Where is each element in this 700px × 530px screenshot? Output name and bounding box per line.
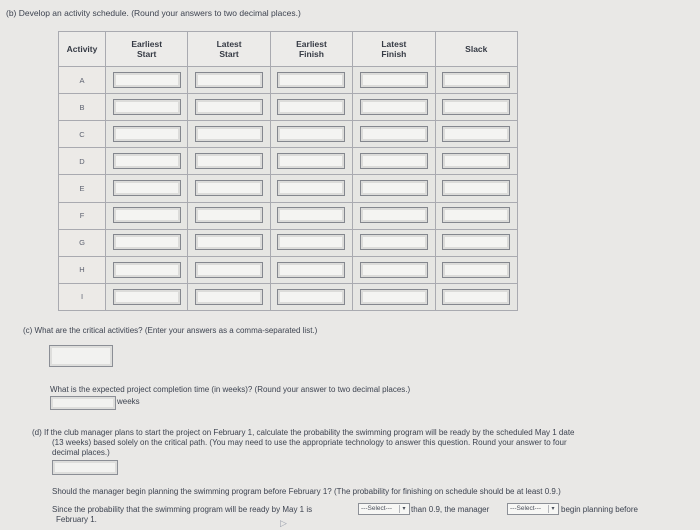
mouse-cursor-icon: ▷ bbox=[280, 518, 287, 528]
activity-label: E bbox=[59, 175, 106, 202]
table-cell bbox=[435, 175, 517, 202]
table-row bbox=[59, 283, 518, 310]
weeks-unit-label: weeks bbox=[117, 397, 140, 406]
table-cell bbox=[270, 202, 352, 229]
activity-label: I bbox=[59, 283, 106, 310]
latest-start-input[interactable] bbox=[195, 99, 263, 115]
completion-time-input[interactable] bbox=[50, 396, 116, 410]
earliest-start-input[interactable] bbox=[113, 289, 181, 305]
table-cell bbox=[106, 148, 188, 175]
table-cell bbox=[188, 67, 270, 94]
column-header-line: Start bbox=[137, 49, 157, 59]
table-cell bbox=[188, 121, 270, 148]
table-cell bbox=[188, 148, 270, 175]
earliest-start-input[interactable] bbox=[113, 153, 181, 169]
activity-label: D bbox=[59, 148, 106, 175]
table-cell bbox=[353, 229, 435, 256]
table-cell bbox=[188, 256, 270, 283]
table-cell bbox=[106, 229, 188, 256]
table-cell bbox=[106, 67, 188, 94]
activity-label: H bbox=[59, 256, 106, 283]
earliest-start-input[interactable] bbox=[113, 262, 181, 278]
table-cell bbox=[188, 202, 270, 229]
column-header-line: Latest bbox=[381, 39, 407, 49]
latest-finish-input[interactable] bbox=[360, 180, 428, 196]
earliest-start-input[interactable] bbox=[113, 180, 181, 196]
earliest-start-input[interactable] bbox=[113, 234, 181, 250]
table-row bbox=[59, 175, 518, 202]
table-cell bbox=[435, 283, 517, 310]
table-cell bbox=[353, 94, 435, 121]
earliest-finish-input[interactable] bbox=[277, 289, 345, 305]
table-cell bbox=[270, 283, 352, 310]
column-header-line: Finish bbox=[298, 49, 324, 59]
begin-planning-text: begin planning before bbox=[561, 505, 638, 514]
activity-label: A bbox=[59, 67, 106, 94]
earliest-finish-input[interactable] bbox=[277, 99, 345, 115]
probability-input[interactable] bbox=[52, 460, 118, 475]
activity-schedule-table bbox=[58, 31, 518, 311]
part-d-question-line3: decimal places.) bbox=[52, 448, 110, 457]
latest-finish-input[interactable] bbox=[360, 72, 428, 88]
table-cell bbox=[435, 229, 517, 256]
table-row bbox=[59, 94, 518, 121]
table-cell bbox=[188, 94, 270, 121]
table-cell bbox=[353, 121, 435, 148]
table-cell bbox=[353, 202, 435, 229]
critical-activities-input[interactable] bbox=[49, 345, 113, 367]
part-b-prompt: (b) Develop an activity schedule. (Round your answers to two decimal places.) bbox=[6, 8, 301, 18]
earliest-start-input[interactable] bbox=[113, 126, 181, 142]
latest-start-input[interactable] bbox=[195, 126, 263, 142]
slack-input[interactable] bbox=[442, 72, 510, 88]
column-header: Slack bbox=[435, 32, 517, 67]
chevron-down-icon: ▾ bbox=[548, 505, 557, 513]
column-header-line: Finish bbox=[381, 49, 407, 59]
column-header-line: Earliest bbox=[131, 39, 163, 49]
table-row bbox=[59, 121, 518, 148]
table-cell bbox=[353, 283, 435, 310]
latest-finish-input[interactable] bbox=[360, 153, 428, 169]
table-cell bbox=[435, 148, 517, 175]
latest-finish-input[interactable] bbox=[360, 262, 428, 278]
table-cell bbox=[188, 229, 270, 256]
slack-input[interactable] bbox=[442, 99, 510, 115]
should-begin-question: Should the manager begin planning the swimming program before February 1? (The probability for finishing on schedule should be at least 0.9.) bbox=[52, 487, 561, 496]
part-d-question-line1: (d) If the club manager plans to start the project on February 1, calculate the probability the swimming program will be ready by the scheduled May 1 date bbox=[32, 428, 575, 437]
slack-input[interactable] bbox=[442, 262, 510, 278]
earliest-finish-input[interactable] bbox=[277, 126, 345, 142]
earliest-finish-input[interactable] bbox=[277, 72, 345, 88]
table-row bbox=[59, 67, 518, 94]
column-header bbox=[188, 32, 270, 67]
table-cell bbox=[188, 175, 270, 202]
earliest-finish-input[interactable] bbox=[277, 262, 345, 278]
table-cell bbox=[435, 121, 517, 148]
column-header bbox=[353, 32, 435, 67]
column-header-line: Latest bbox=[216, 39, 242, 49]
latest-finish-input[interactable] bbox=[360, 99, 428, 115]
earliest-start-input[interactable] bbox=[113, 72, 181, 88]
table-cell bbox=[353, 256, 435, 283]
critical-activities-question: (c) What are the critical activities? (Enter your answers as a comma-separated list.) bbox=[23, 326, 318, 335]
table-cell bbox=[106, 94, 188, 121]
part-d-question-line2: (13 weeks) based solely on the critical path. (You may need to use the appropriate technology to answer this question. Round your answer to four bbox=[52, 438, 567, 447]
earliest-finish-input[interactable] bbox=[277, 180, 345, 196]
table-cell bbox=[270, 148, 352, 175]
than-text: than 0.9, the manager bbox=[411, 505, 490, 514]
slack-input[interactable] bbox=[442, 153, 510, 169]
table-cell bbox=[435, 94, 517, 121]
table-cell bbox=[188, 283, 270, 310]
latest-start-input[interactable] bbox=[195, 72, 263, 88]
activity-label: F bbox=[59, 202, 106, 229]
latest-start-input[interactable] bbox=[195, 262, 263, 278]
latest-finish-input[interactable] bbox=[360, 126, 428, 142]
latest-finish-input[interactable] bbox=[360, 207, 428, 223]
column-header bbox=[270, 32, 352, 67]
table-cell bbox=[270, 67, 352, 94]
column-header-line: Start bbox=[219, 49, 239, 59]
latest-finish-input[interactable] bbox=[360, 234, 428, 250]
table-cell bbox=[270, 256, 352, 283]
table-cell bbox=[106, 121, 188, 148]
slack-input[interactable] bbox=[442, 126, 510, 142]
table-cell bbox=[270, 175, 352, 202]
slack-input[interactable] bbox=[442, 289, 510, 305]
earliest-start-input[interactable] bbox=[113, 99, 181, 115]
table-cell bbox=[270, 229, 352, 256]
table-row bbox=[59, 256, 518, 283]
table-row bbox=[59, 229, 518, 256]
activity-label: C bbox=[59, 121, 106, 148]
activity-label: B bbox=[59, 94, 106, 121]
slack-input[interactable] bbox=[442, 234, 510, 250]
since-text-line2: February 1. bbox=[56, 515, 97, 524]
latest-finish-input[interactable] bbox=[360, 289, 428, 305]
earliest-finish-input[interactable] bbox=[277, 234, 345, 250]
latest-start-input[interactable] bbox=[195, 153, 263, 169]
table-header-row bbox=[59, 32, 518, 67]
latest-start-input[interactable] bbox=[195, 207, 263, 223]
table-cell bbox=[270, 94, 352, 121]
table-cell bbox=[353, 175, 435, 202]
earliest-finish-input[interactable] bbox=[277, 207, 345, 223]
table-cell bbox=[106, 256, 188, 283]
slack-input[interactable] bbox=[442, 180, 510, 196]
completion-time-question: What is the expected project completion time (in weeks)? (Round your answer to two decimal places.) bbox=[50, 385, 411, 394]
table-cell bbox=[435, 67, 517, 94]
since-probability-text: Since the probability that the swimming program will be ready by May 1 is bbox=[52, 505, 313, 514]
chevron-down-icon: ▾ bbox=[399, 505, 408, 513]
table-cell bbox=[353, 67, 435, 94]
table-cell bbox=[106, 202, 188, 229]
table-row bbox=[59, 148, 518, 175]
earliest-start-input[interactable] bbox=[113, 207, 181, 223]
column-header bbox=[106, 32, 188, 67]
table-cell bbox=[106, 283, 188, 310]
latest-start-input[interactable] bbox=[195, 234, 263, 250]
earliest-finish-input[interactable] bbox=[277, 153, 345, 169]
latest-start-input[interactable] bbox=[195, 180, 263, 196]
activity-label: G bbox=[59, 229, 106, 256]
table-cell bbox=[435, 256, 517, 283]
latest-start-input[interactable] bbox=[195, 289, 263, 305]
table-cell bbox=[353, 148, 435, 175]
column-header-line: Earliest bbox=[296, 39, 327, 49]
table-row bbox=[59, 202, 518, 229]
comparison-select[interactable] bbox=[358, 503, 410, 515]
column-header: Activity bbox=[59, 32, 106, 67]
manager-decision-select[interactable] bbox=[507, 503, 559, 515]
manager-decision-select-value: ---Select--- bbox=[510, 505, 542, 512]
table-cell bbox=[270, 121, 352, 148]
table-cell bbox=[106, 175, 188, 202]
comparison-select-value: ---Select--- bbox=[361, 505, 393, 512]
slack-input[interactable] bbox=[442, 207, 510, 223]
table-cell bbox=[435, 202, 517, 229]
